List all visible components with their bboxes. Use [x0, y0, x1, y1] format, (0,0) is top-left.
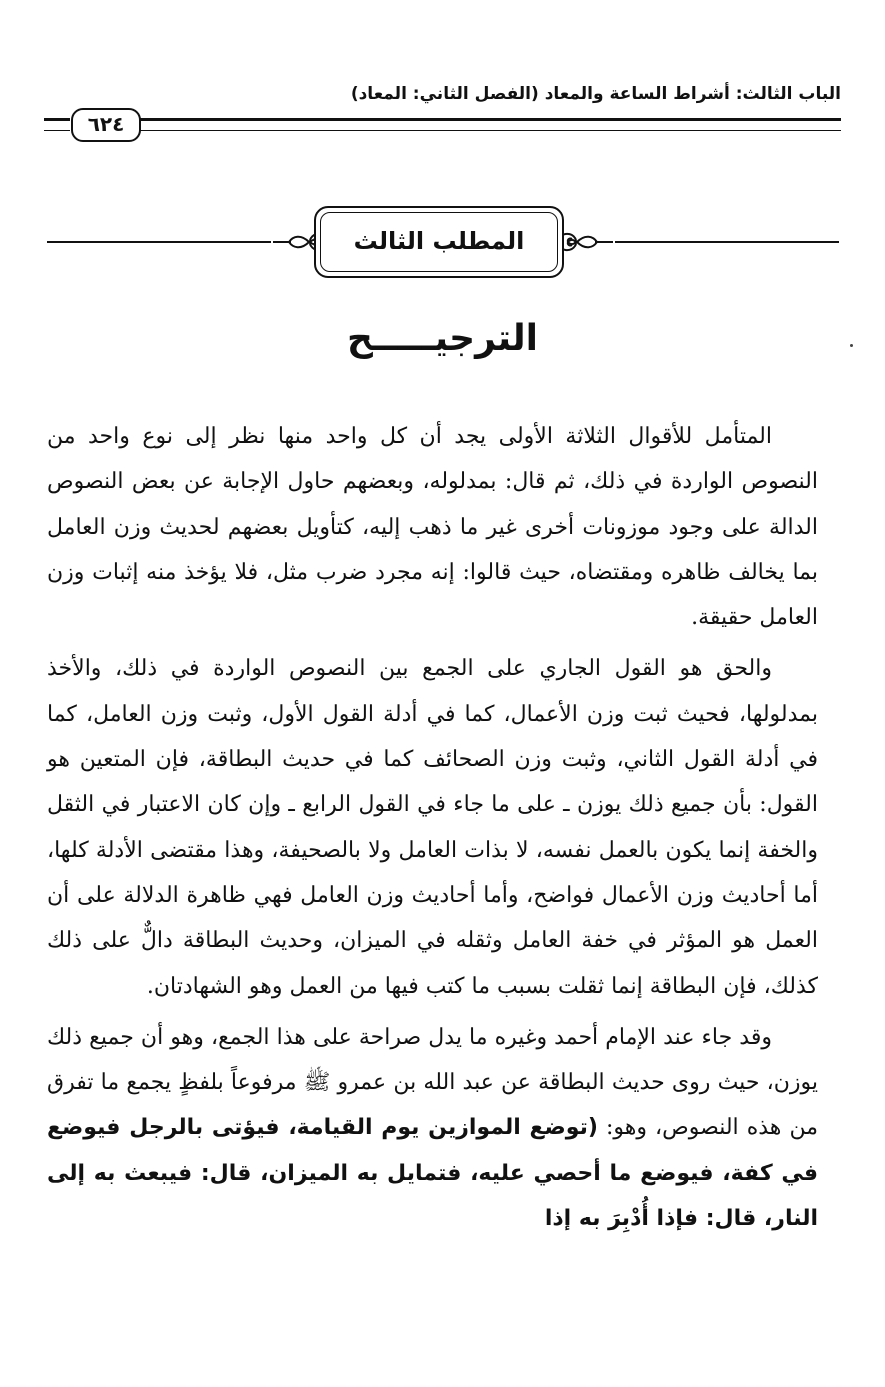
- header-double-rule: [139, 118, 841, 131]
- running-header-title: الباب الثالث: أشراط الساعة والمعاد (الفصل الثاني: المعاد): [350, 84, 841, 104]
- paragraph: والحق هو القول الجاري على الجمع بين النصوص الواردة في ذلك، والأخذ بمدلولها، فحيث ثبت وزن الأعمال، كما في أدلة القول الأول، وثبت وزن العامل، كما في أدلة القول الثاني، وثبت وزن الصحائف كما في حديث البطاقة، فإن المتعين هو القول: بأن جميع ذلك يوزن ـ على ما جاء في القول الرابع ـ وإن كان الاعتبار في الثقل والخفة إنما يكون بالعمل نفسه، لا بذات العامل ولا بالصحيفة، وهذا مقتضى الأدلة كلها، أما أحاديث وزن الأعمال فواضح، وأما أحاديث وزن العامل فهي ظاهرة الدلالة على أن العمل هو المؤثر في خفة العامل وثقله في الميزان، وحديث البطاقة دالٌّ على ذلك كذلك، فإن البطاقة إنما ثقلت بسبب ما كتب فيها من العمل وهو الشهادتان.: [47, 656, 818, 999]
- section-label-frame: [314, 206, 564, 278]
- section-title: الترجيـــــح: [346, 318, 539, 359]
- header-double-rule-left: [44, 118, 70, 131]
- page-number: ٦٢٤: [71, 108, 141, 142]
- paragraph: [47, 1015, 818, 1241]
- paragraph-intro: وقد جاء عند الإمام أحمد وغيره ما يدل صراحة على هذا الجمع، وهو أن جميع ذلك يوزن، حيث روى حديث البطاقة عن عبد الله بن عمرو ﷺ مرفوعاً بلفظٍ يجمع ما تفرق من هذه النصوص، وهو:: [47, 1024, 818, 1141]
- section-label: المطلب الثالث: [320, 212, 558, 272]
- running-header: [44, 78, 841, 138]
- body-text: [47, 414, 818, 1247]
- banner-left-rule: [47, 241, 271, 243]
- hadith-quote: (توضع الموازين يوم القيامة، فيؤتى بالرجل فيوضع في كفة، فيوضع ما أحصي عليه، فتمايل به الميزان، قال: فيبعث به إلى النار، قال: فإذا أُدْبِرَ به إذا: [47, 1115, 818, 1232]
- banner-right-rule: [615, 241, 839, 243]
- section-banner: [47, 206, 839, 278]
- stray-dot: [850, 344, 853, 347]
- paragraph: المتأمل للأقوال الثلاثة الأولى يجد أن كل واحد منها نظر إلى نوع واحد من النصوص الواردة في ذلك، ثم قال: بمدلوله، وبعضهم حاول الإجابة عن بعض النصوص الدالة على وجود موزونات أخرى غير ما ذهب إليه، كتأويل بعضهم لحديث وزن العامل بما يخالف ظاهره ومقتضاه، حيث قالوا: إنه مجرد ضرب مثل، فلا يؤخذ منه إثبات وزن العامل حقيقة.: [47, 424, 818, 631]
